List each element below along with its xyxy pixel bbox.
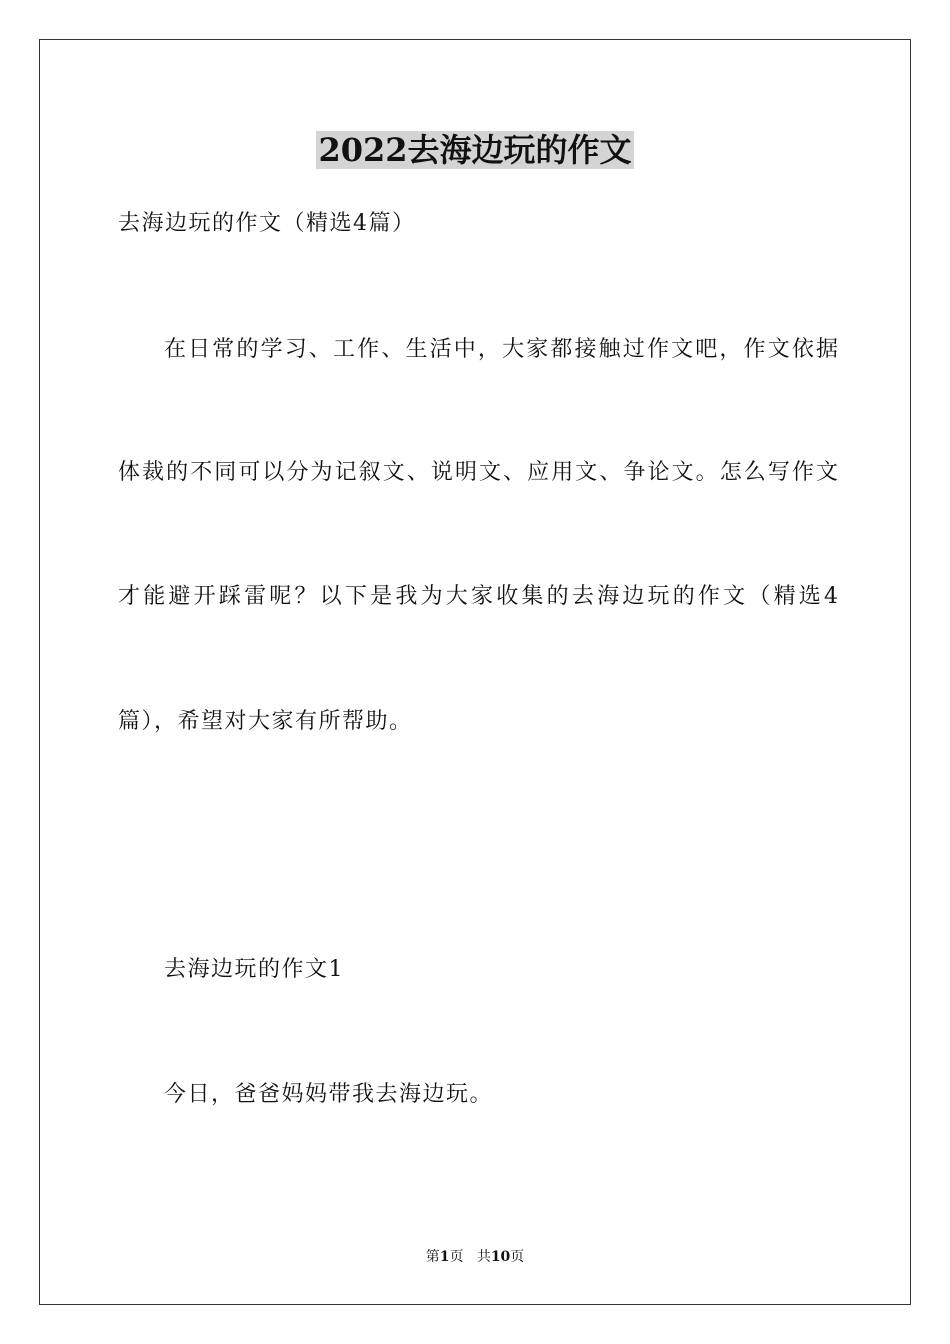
intro-line-2: 体裁的不同可以分为记叙文、说明文、应用文、争论文。怎么写作文 bbox=[118, 460, 838, 485]
intro-line-3: 才能避开踩雷呢？以下是我为大家收集的去海边玩的作文（精选4 bbox=[118, 584, 838, 609]
body-paragraph-line: 今日，爸爸妈妈带我去海边玩。 bbox=[164, 1082, 494, 1107]
section-heading: 去海边玩的作文1 bbox=[164, 957, 344, 982]
document-subtitle: 去海边玩的作文（精选4篇） bbox=[118, 211, 416, 236]
intro-line-4: 篇），希望对大家有所帮助。 bbox=[118, 709, 413, 734]
intro-line-1: 在日常的学习、工作、生活中，大家都接触过作文吧，作文依据 bbox=[164, 337, 838, 362]
footer-page-number: 1 bbox=[439, 1249, 450, 1265]
document-title bbox=[0, 128, 950, 172]
footer-total-suffix: 页 bbox=[510, 1249, 525, 1265]
footer-total-pages: 10 bbox=[490, 1249, 511, 1265]
footer-total-prefix: 共 bbox=[476, 1249, 491, 1265]
document-title-text: 2022去海边玩的作文 bbox=[318, 131, 632, 169]
page-footer bbox=[0, 1247, 950, 1267]
footer-prefix: 第 bbox=[425, 1249, 440, 1265]
footer-page-suffix: 页 bbox=[449, 1249, 464, 1265]
